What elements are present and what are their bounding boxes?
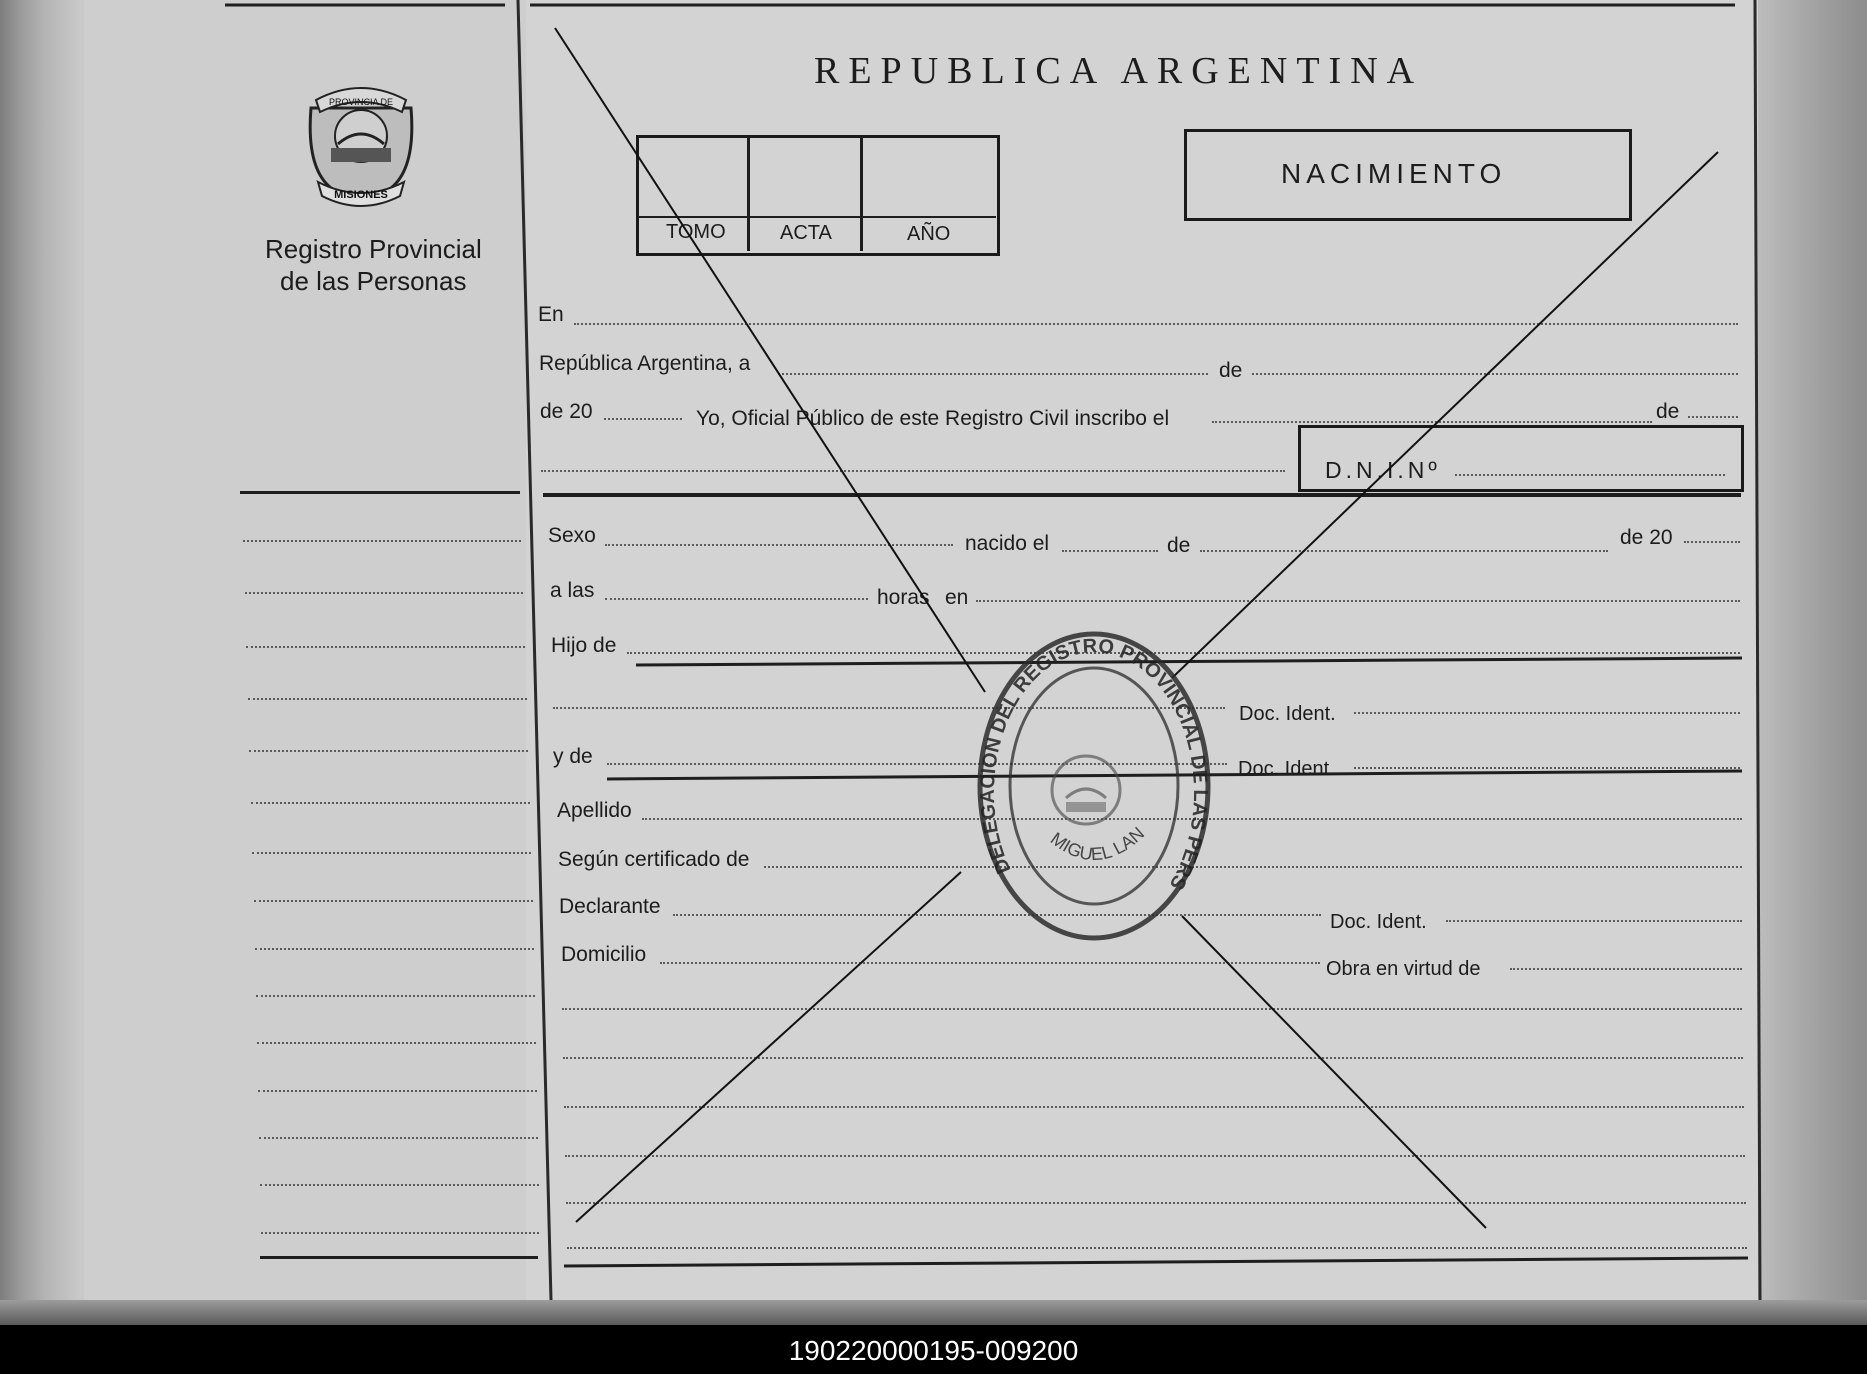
label-alas: a las [550, 579, 595, 602]
label-de: de [1656, 400, 1680, 423]
label-nacido: nacido el [965, 532, 1050, 555]
record-type-title: NACIMIENTO [1281, 158, 1507, 189]
label-en: En [538, 303, 564, 326]
label-doc-ident: Doc. Ident. [1238, 758, 1335, 780]
label-doc-ident: Doc. Ident. [1239, 703, 1336, 725]
country-title: REPUBLICA ARGENTINA [814, 50, 1424, 92]
official-seal-stamp [976, 630, 1212, 942]
tomo-label: TOMO [666, 221, 726, 243]
label-de: de [1219, 359, 1243, 382]
label-horas: horas [877, 586, 930, 609]
ano-label: AÑO [907, 223, 951, 245]
logo-bottom-text: MISIONES [334, 189, 388, 201]
label-declarante: Declarante [559, 895, 661, 918]
label-hijo: Hijo de [551, 634, 617, 657]
document-id: 190220000195-009200 [788, 1335, 1079, 1366]
acta-label: ACTA [780, 222, 832, 244]
label-oficial: Yo, Oficial Público de este Registro Civil inscribo el [696, 407, 1170, 430]
document-footer [0, 1325, 1867, 1374]
label-yde: y de [553, 745, 593, 768]
label-dni: D.N.I.Nº [1325, 457, 1441, 483]
registry-name-line2: de las Personas [280, 266, 467, 296]
label-de20: de 20 [1620, 526, 1673, 549]
page-bottom-edge [0, 1300, 1867, 1325]
label-de20: de 20 [540, 400, 593, 423]
label-republica: República Argentina, a [539, 352, 751, 375]
logo-top-text: PROVINCIA DE [328, 97, 394, 107]
label-segun: Según certificado de [558, 848, 750, 871]
stamp-outer-text: DELEGACION DEL REGISTRO PROVINCIAL DE LAS PERS [976, 635, 1212, 894]
label-apellido: Apellido [557, 799, 632, 822]
label-sexo: Sexo [548, 524, 596, 547]
label-doc-ident: Doc. Ident. [1330, 911, 1427, 933]
label-domicilio: Domicilio [561, 943, 647, 966]
stamp-inner-text: MIGUEL LAN [1046, 822, 1149, 865]
label-en2: en [945, 586, 969, 609]
label-obra: Obra en virtud de [1326, 958, 1481, 980]
label-de: de [1167, 534, 1191, 557]
registry-name-line1: Registro Provincial [265, 234, 482, 264]
